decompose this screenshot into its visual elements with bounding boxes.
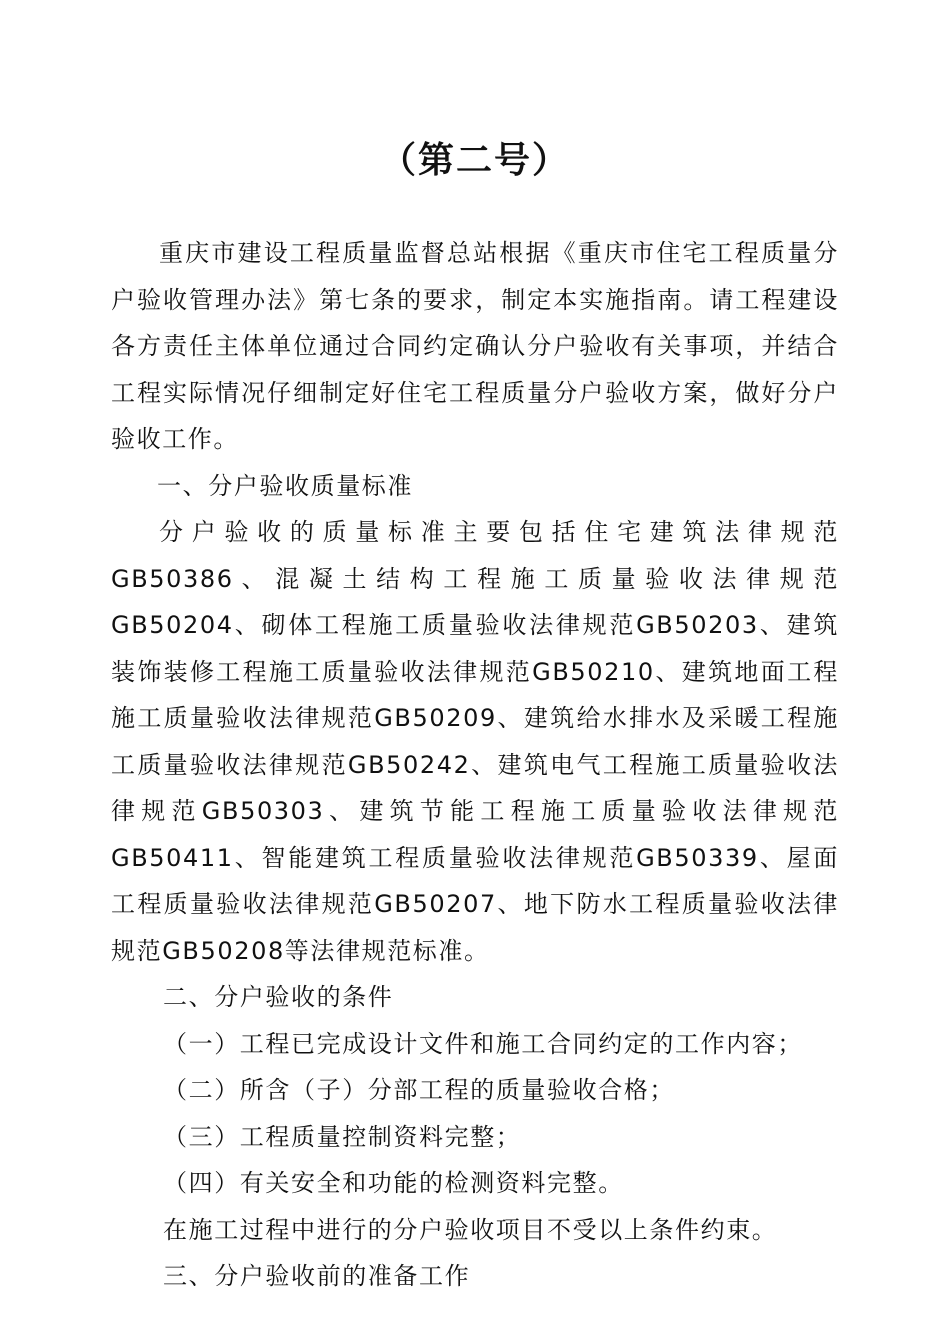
intro-paragraph: 重庆市建设工程质量监督总站根据《重庆市住宅工程质量分户验收管理办法》第七条的要求，制定本实施指南。请工程建设各方责任主体单位通过合同约定确认分户验收有关事项，并结合工程实际情况仔细制定好住宅工程质量分户验收方案，做好分户验收工作。 bbox=[111, 239, 839, 453]
section-heading-2: 二、分户验收的条件 bbox=[163, 983, 394, 1011]
standards-paragraph: 分户验收的质量标准主要包括住宅建筑法律规范GB50386、混凝土结构工程施工质量验收法律规范GB50204、砌体工程施工质量验收法律规范GB50203、建筑装饰装修工程施工质量验收法律规范GB50210、建筑地面工程施工质量验收法律规范GB50209、建筑给水排水及采暖工程施工质量验收法律规范GB50242、建筑电气工程施工质量验收法律规范GB50303、建筑节能工程施工质量验收法律规范GB50411、智能建筑工程质量验收法律规范GB50339、屋面工程质量验收法律规范GB50207、地下防水工程质量验收法律规范GB50208等法律规范标准。 bbox=[111, 518, 839, 965]
document-title: （第二号） bbox=[379, 139, 570, 181]
condition-item-3: （三）工程质量控制资料完整； bbox=[163, 1122, 522, 1151]
condition-note: 在施工过程中进行的分户验收项目不受以上条件约束。 bbox=[163, 1215, 778, 1244]
section-heading-1: 一、分户验收质量标准 bbox=[157, 471, 413, 500]
document-body bbox=[111, 230, 839, 1300]
condition-item-4: （四）有关安全和功能的检测资料完整。 bbox=[163, 1169, 624, 1197]
section-heading-3: 三、分户验收前的准备工作 bbox=[163, 1262, 471, 1290]
condition-item-1: （一）工程已完成设计文件和施工合同约定的工作内容； bbox=[163, 1029, 803, 1058]
condition-item-2: （二）所含（子）分部工程的质量验收合格； bbox=[163, 1076, 675, 1104]
